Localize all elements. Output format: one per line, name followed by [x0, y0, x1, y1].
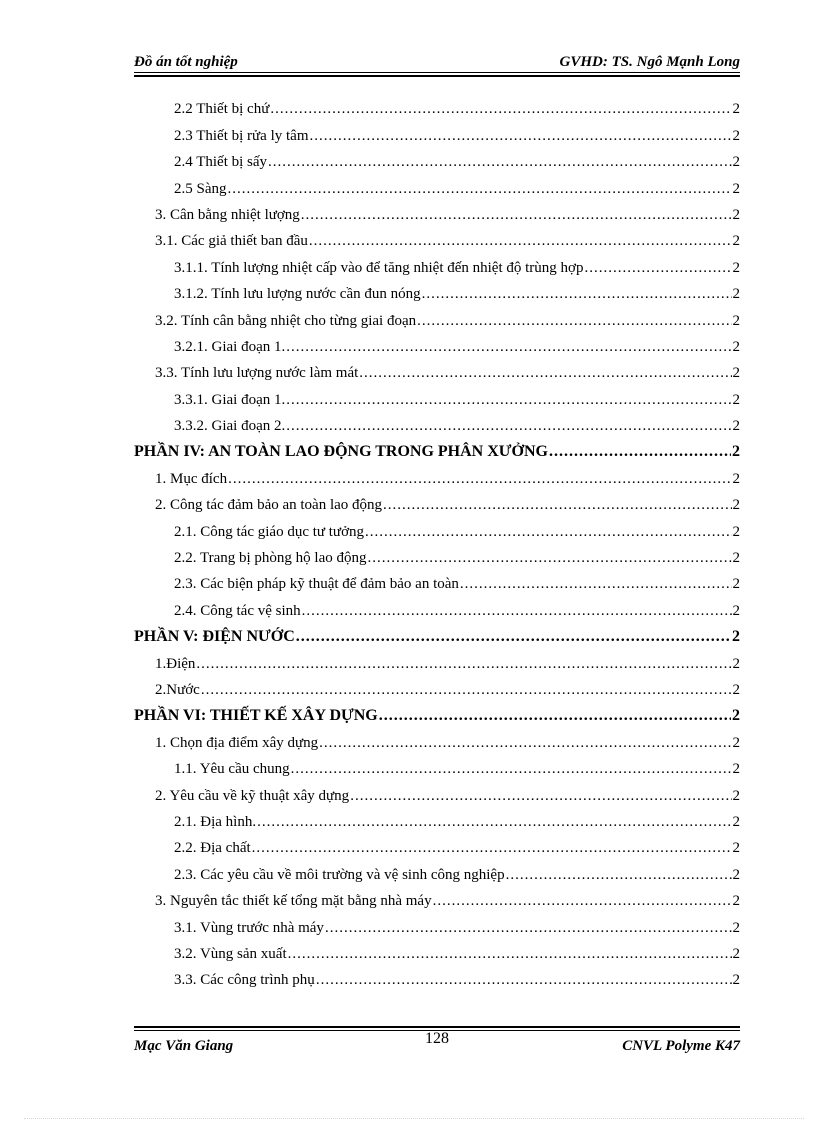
header-rule-thin	[134, 72, 740, 73]
toc-entry	[134, 92, 740, 118]
toc-entry-page: 2	[732, 576, 740, 593]
toc-entry	[134, 567, 740, 593]
toc-entry	[134, 805, 740, 831]
toc-entry-title: 2.5 Sàng	[174, 180, 227, 197]
toc-dot-leader	[252, 840, 732, 857]
toc-entry-title: 2.1. Công tác giáo dục tư tưởng	[174, 523, 364, 540]
toc-entry-page: 2	[732, 919, 740, 936]
toc-dot-leader	[286, 339, 731, 356]
toc-entry-page: 2	[732, 866, 740, 883]
toc-dot-leader	[319, 735, 731, 752]
page-footer	[134, 1030, 740, 1058]
toc-entry	[134, 937, 740, 963]
toc-entry-page: 2	[732, 813, 740, 830]
toc-entry-page: 2	[732, 180, 740, 197]
toc-entry-page: 2	[732, 312, 740, 329]
toc-entry	[134, 250, 740, 276]
toc-entry-title: 2.2. Địa chất	[174, 840, 251, 857]
toc-entry	[134, 857, 740, 883]
header-rule-thick	[134, 75, 740, 77]
toc-entry-page: 2	[732, 233, 740, 250]
toc-entry-page: 2	[732, 154, 740, 171]
toc-dot-leader	[433, 893, 732, 910]
toc-entry-title: PHẦN VI: THIẾT KẾ XÂY DỰNG	[134, 707, 378, 725]
toc-entry	[134, 488, 740, 514]
toc-dot-leader	[291, 761, 732, 778]
toc-entry	[134, 145, 740, 171]
toc-entry	[134, 409, 740, 435]
toc-entry-page: 2	[732, 734, 740, 751]
toc-entry	[134, 356, 740, 382]
toc-entry-page: 2	[732, 945, 740, 962]
toc-dot-leader	[417, 313, 731, 330]
toc-entry	[134, 778, 740, 804]
toc-dot-leader	[383, 497, 731, 514]
toc-dot-leader	[460, 576, 732, 593]
toc-dot-leader	[270, 101, 731, 118]
toc-dot-leader	[310, 128, 732, 145]
toc-dot-leader	[201, 682, 732, 699]
toc-entry-title: 3.2. Vùng sản xuất	[174, 945, 287, 962]
toc-entry-page: 2	[732, 761, 740, 778]
toc-entry-page: 2	[732, 470, 740, 487]
toc-dot-leader	[309, 233, 732, 250]
toc-entry-page: 2	[732, 443, 740, 461]
toc-entry-title: 3. Nguyên tắc thiết kế tổng mặt bằng nhà máy	[155, 893, 432, 910]
toc-entry	[134, 910, 740, 936]
footer-rule-thick	[134, 1026, 740, 1028]
toc-entry	[134, 725, 740, 751]
toc-entry	[134, 330, 740, 356]
toc-entry	[134, 461, 740, 487]
toc-dot-leader	[316, 972, 732, 989]
toc-entry-title: PHẦN V: ĐIỆN NƯỚC	[134, 628, 295, 646]
toc-dot-leader	[549, 443, 731, 461]
toc-entry-page: 2	[732, 127, 740, 144]
toc-entry-page: 2	[732, 338, 740, 355]
toc-entry-title: 3. Cân bằng nhiệt lượng	[155, 206, 300, 223]
toc-dot-leader	[302, 603, 732, 620]
toc-entry-title: 1.1. Yêu cầu chung	[174, 761, 290, 778]
toc-dot-leader	[268, 154, 731, 171]
footer-author: Mạc Văn Giang	[134, 1038, 234, 1054]
toc-entry-title: 2.Nước	[155, 681, 200, 698]
toc-entry-title: 3.1. Vùng trước nhà máy	[174, 919, 324, 936]
toc-dot-leader	[350, 788, 731, 805]
toc-entry-page: 2	[732, 628, 740, 646]
toc-entry-page: 2	[732, 259, 740, 276]
toc-entry-title: 3.3. Tính lưu lượng nước làm mát	[155, 365, 359, 382]
toc-entry-title: 2.2. Trang bị phòng hộ lao động	[174, 550, 367, 567]
toc-entry-page: 2	[732, 550, 740, 567]
toc-entry-title: 3.1. Các giả thiết ban đầu	[155, 233, 308, 250]
toc-entry-page: 2	[732, 787, 740, 804]
toc-dot-leader	[368, 550, 732, 567]
toc-entry-title: 3.1.2. Tính lưu lượng nước cần đun nóng	[174, 286, 421, 303]
toc-dot-leader	[325, 920, 732, 937]
toc-dot-leader	[228, 181, 732, 198]
toc-entry-page: 2	[732, 972, 740, 989]
toc-dot-leader	[296, 628, 731, 646]
toc-entry-title: 2.3. Các biện pháp kỹ thuật để đảm bảo an toàn	[174, 576, 459, 593]
toc-entry-title: 3.2.1. Giai đoạn 1.	[174, 338, 286, 355]
toc-dot-leader	[286, 392, 731, 409]
page-header	[134, 49, 740, 71]
toc-entry-title: 2.4. Công tác vệ sinh	[174, 602, 301, 619]
toc-entry-page: 2	[732, 365, 740, 382]
toc-entry	[134, 541, 740, 567]
toc-entry	[134, 514, 740, 540]
toc-entry-title: PHẦN IV: AN TOÀN LAO ĐỘNG TRONG PHÂN XƯỞNG	[134, 443, 548, 461]
toc-entry	[134, 171, 740, 197]
toc-dot-leader	[286, 418, 731, 435]
footer-page-number: 128	[425, 1030, 449, 1047]
toc-dot-leader	[379, 707, 731, 725]
toc-entry-page: 2	[732, 893, 740, 910]
toc-entry	[134, 884, 740, 910]
toc-entry-title: 2.4 Thiết bị sấy	[174, 154, 268, 171]
toc-entry-title: 1.Điện	[155, 655, 196, 672]
toc-entry-title: 1. Chọn địa điểm xây dựng	[155, 734, 319, 751]
toc-entry	[134, 752, 740, 778]
toc-entry-title: 2.2 Thiết bị chứ	[174, 101, 270, 118]
page-bottom-border	[24, 1118, 804, 1119]
toc-entry-page: 2	[732, 206, 740, 223]
toc-dot-leader	[288, 946, 732, 963]
toc-part-heading	[134, 699, 740, 725]
toc-dot-leader	[584, 260, 731, 277]
toc-dot-leader	[422, 286, 732, 303]
toc-entry-page: 2	[732, 101, 740, 118]
toc-entry	[134, 118, 740, 144]
toc-entry	[134, 673, 740, 699]
toc-entry	[134, 303, 740, 329]
toc-dot-leader	[257, 814, 731, 831]
toc-entry-page: 2	[732, 523, 740, 540]
header-right-advisor: GVHD: TS. Ngô Mạnh Long	[559, 54, 740, 70]
toc-entry	[134, 963, 740, 989]
toc-dot-leader	[228, 471, 731, 488]
toc-entry	[134, 198, 740, 224]
toc-entry-title: 3.3.1. Giai đoạn 1.	[174, 391, 286, 408]
toc-entry-title: 3.3.2. Giai đoạn 2.	[174, 418, 286, 435]
toc-dot-leader	[365, 524, 732, 541]
toc-dot-leader	[359, 365, 731, 382]
footer-class: CNVL Polyme K47	[622, 1038, 740, 1054]
toc-entry-title: 2. Yêu cầu về kỹ thuật xây dựng	[155, 787, 350, 804]
toc-dot-leader	[506, 867, 732, 884]
toc-entry	[134, 831, 740, 857]
toc-entry-title: 1. Mục đích	[155, 470, 228, 487]
toc-entry-page: 2	[732, 602, 740, 619]
toc-entry-page: 2	[732, 497, 740, 514]
toc-entry	[134, 224, 740, 250]
toc-entry-title: 3.3. Các công trình phụ	[174, 972, 315, 989]
toc-entry-page: 2	[732, 655, 740, 672]
toc-entry-title: 2.1. Địa hình.	[174, 813, 257, 830]
toc-entry	[134, 382, 740, 408]
toc-entry-page: 2	[732, 840, 740, 857]
toc-entry-page: 2	[732, 418, 740, 435]
toc-dot-leader	[196, 656, 731, 673]
toc-part-heading	[134, 435, 740, 461]
toc-entry-title: 3.1.1. Tính lượng nhiệt cấp vào để tăng nhiệt đến nhiệt độ trùng hợp	[174, 259, 584, 276]
toc-part-heading	[134, 620, 740, 646]
table-of-contents	[134, 92, 740, 989]
toc-entry-title: 2.3. Các yêu cầu về môi trường và vệ sinh công nghiệp	[174, 866, 505, 883]
toc-entry-title: 2. Công tác đảm bảo an toàn lao động	[155, 497, 383, 514]
header-left-title: Đồ án tốt nghiệp	[134, 54, 238, 70]
toc-entry	[134, 593, 740, 619]
toc-entry	[134, 277, 740, 303]
toc-entry-page: 2	[732, 681, 740, 698]
toc-dot-leader	[301, 207, 732, 224]
toc-entry-page: 2	[732, 707, 740, 725]
toc-entry-page: 2	[732, 391, 740, 408]
toc-entry-title: 3.2. Tính cân bằng nhiệt cho từng giai đoạn	[155, 312, 417, 329]
toc-entry	[134, 646, 740, 672]
toc-entry-title: 2.3 Thiết bị rửa ly tâm	[174, 127, 309, 144]
toc-entry-page: 2	[732, 286, 740, 303]
